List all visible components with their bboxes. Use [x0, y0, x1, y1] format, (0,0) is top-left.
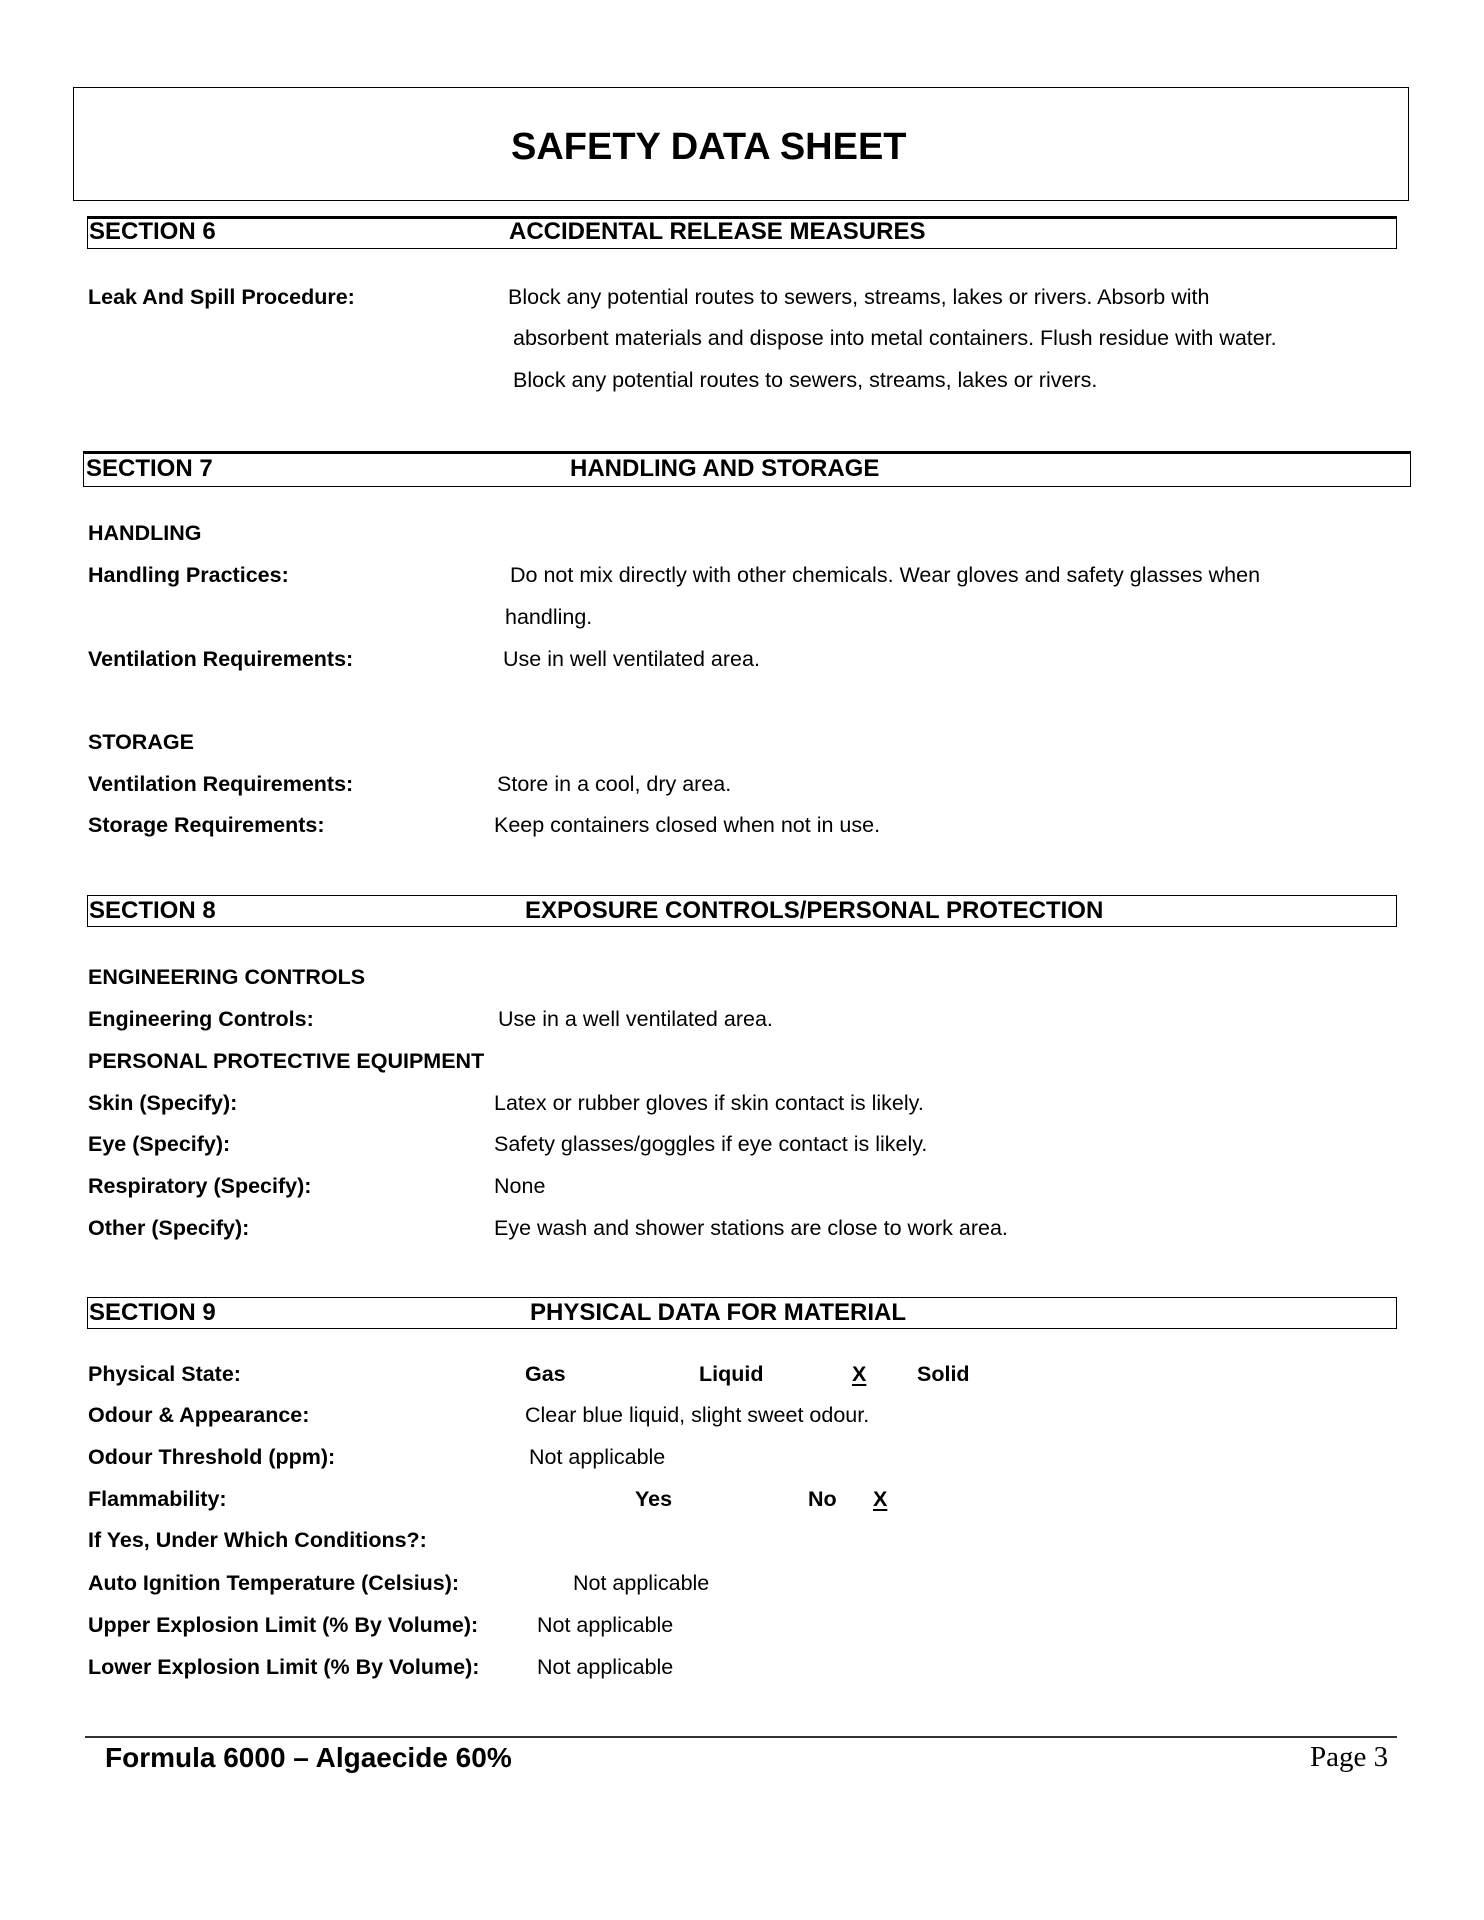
footer-product-name: Formula 6000 – Algaecide 60% [105, 1742, 512, 1773]
physical-state-gas: Gas [525, 1362, 566, 1386]
other-value: Eye wash and shower stations are close to work area. [494, 1216, 1008, 1240]
skin-value: Latex or rubber gloves if skin contact is likely. [494, 1091, 924, 1115]
section-6-number: SECTION 6 [89, 218, 216, 245]
section-8-title: EXPOSURE CONTROLS/PERSONAL PROTECTION [525, 897, 1104, 924]
leak-spill-line-1: Block any potential routes to sewers, streams, lakes or rivers. Absorb with [508, 285, 1210, 309]
section-8-number: SECTION 8 [89, 897, 216, 924]
section-9-title: PHYSICAL DATA FOR MATERIAL [530, 1299, 906, 1326]
section-9-number: SECTION 9 [89, 1299, 216, 1326]
conditions-label: If Yes, Under Which Conditions?: [88, 1528, 427, 1552]
lower-explosion-limit-label: Lower Explosion Limit (% By Volume): [88, 1655, 480, 1679]
section-7-number: SECTION 7 [86, 455, 213, 482]
footer-divider [85, 1736, 1397, 1738]
odour-threshold-label: Odour Threshold (ppm): [88, 1445, 336, 1469]
section-6-title: ACCIDENTAL RELEASE MEASURES [509, 218, 926, 245]
storage-ventilation-value: Store in a cool, dry area. [497, 772, 732, 796]
odour-appearance-label: Odour & Appearance: [88, 1403, 310, 1427]
leak-spill-label: Leak And Spill Procedure: [88, 285, 355, 309]
handling-ventilation-label: Ventilation Requirements: [88, 647, 354, 671]
lower-explosion-limit-value: Not applicable [537, 1655, 674, 1679]
eye-label: Eye (Specify): [88, 1132, 231, 1156]
engineering-heading: ENGINEERING CONTROLS [88, 965, 366, 989]
flammability-yes: Yes [635, 1487, 673, 1511]
storage-requirements-label: Storage Requirements: [88, 813, 325, 837]
respiratory-value: None [494, 1174, 546, 1198]
handling-practices-line-2: handling. [505, 605, 593, 629]
odour-appearance-value: Clear blue liquid, slight sweet odour. [525, 1403, 870, 1427]
respiratory-label: Respiratory (Specify): [88, 1174, 312, 1198]
odour-threshold-value: Not applicable [529, 1445, 666, 1469]
physical-state-solid: Solid [917, 1362, 970, 1386]
ppe-heading: PERSONAL PROTECTIVE EQUIPMENT [88, 1049, 485, 1073]
auto-ignition-label: Auto Ignition Temperature (Celsius): [88, 1571, 460, 1595]
physical-state-liquid: Liquid [699, 1362, 764, 1386]
engineering-controls-label: Engineering Controls: [88, 1007, 314, 1031]
storage-ventilation-label: Ventilation Requirements: [88, 772, 354, 796]
document-title: SAFETY DATA SHEET [511, 126, 907, 168]
physical-state-liquid-mark: X [852, 1362, 867, 1386]
storage-requirements-value: Keep containers closed when not in use. [494, 813, 881, 837]
skin-label: Skin (Specify): [88, 1091, 238, 1115]
flammability-no-mark: X [873, 1487, 888, 1511]
handling-practices-line-1: Do not mix directly with other chemicals. Wear gloves and safety glasses when [510, 563, 1261, 587]
handling-heading: HANDLING [88, 521, 202, 545]
auto-ignition-value: Not applicable [573, 1571, 710, 1595]
leak-spill-line-3: Block any potential routes to sewers, streams, lakes or rivers. [513, 368, 1098, 392]
handling-ventilation-value: Use in well ventilated area. [503, 647, 760, 671]
other-label: Other (Specify): [88, 1216, 250, 1240]
storage-heading: STORAGE [88, 730, 194, 754]
leak-spill-line-2: absorbent materials and dispose into metal containers. Flush residue with water. [513, 326, 1277, 350]
physical-state-label: Physical State: [88, 1362, 241, 1386]
section-7-title: HANDLING AND STORAGE [570, 455, 880, 482]
upper-explosion-limit-label: Upper Explosion Limit (% By Volume): [88, 1613, 479, 1637]
upper-explosion-limit-value: Not applicable [537, 1613, 674, 1637]
handling-practices-label: Handling Practices: [88, 563, 289, 587]
engineering-controls-value: Use in a well ventilated area. [498, 1007, 773, 1031]
page-number: Page 3 [1310, 1741, 1389, 1773]
eye-value: Safety glasses/goggles if eye contact is likely. [494, 1132, 928, 1156]
flammability-no: No [808, 1487, 837, 1511]
flammability-label: Flammability: [88, 1487, 227, 1511]
